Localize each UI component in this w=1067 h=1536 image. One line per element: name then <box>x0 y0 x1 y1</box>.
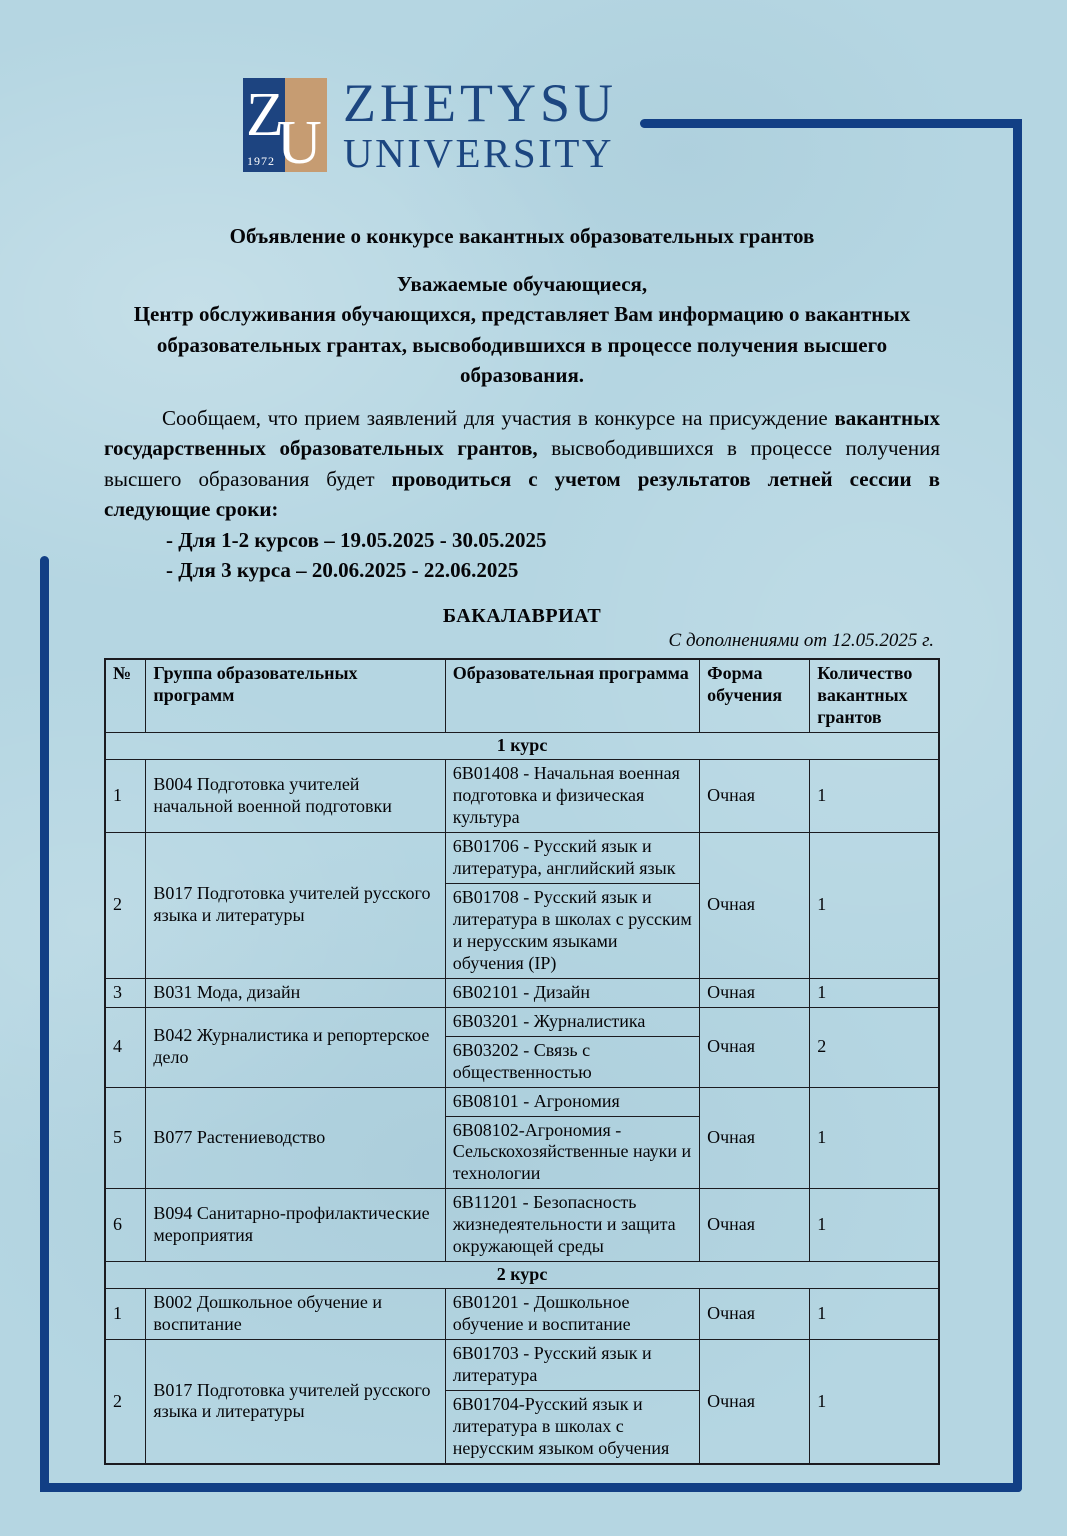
row-number-cell: 4 <box>105 1007 146 1087</box>
page-frame-left-line <box>40 556 49 1492</box>
body-text: высвободившихся в процессе получения высшего образования будет <box>104 436 941 491</box>
grant-count-cell: 2 <box>810 1007 939 1087</box>
program-cell: 6B01703 - Русский язык и литература <box>445 1340 699 1391</box>
row-number-cell: 3 <box>105 978 146 1007</box>
table-row <box>105 1007 939 1036</box>
university-name-line2: UNIVERSITY <box>343 130 614 176</box>
grant-count-cell: 1 <box>810 1340 939 1464</box>
body-text-bold: проводиться с учетом результатов летней сессии в следующие сроки: <box>104 466 940 522</box>
table-header-cell: Группа образовательных программ <box>146 659 445 732</box>
program-group-cell: B017 Подготовка учителей русского языка и литературы <box>146 1340 445 1464</box>
table-header-cell: Образовательная программа <box>445 659 699 732</box>
study-form-cell: Очная <box>700 1087 810 1189</box>
course-section-title: 1 курс <box>105 733 939 760</box>
course-section-row <box>105 733 939 760</box>
course-section-title: 2 курс <box>105 1262 939 1289</box>
university-logo <box>243 78 327 177</box>
program-cell: 6B08101 - Агрономия <box>445 1087 699 1116</box>
grant-count-cell: 1 <box>810 760 939 833</box>
row-number-cell: 2 <box>105 833 146 979</box>
body-paragraph <box>104 403 940 525</box>
grant-count-cell: 1 <box>810 1087 939 1189</box>
intro-paragraph: Центр обслуживания обучающихся, представляет Вам информацию о вакантных образовательных грантах, высвободившихся в процессе получения высшего образования. <box>133 302 911 388</box>
table-row <box>105 833 939 884</box>
grant-count-cell: 1 <box>810 1189 939 1262</box>
table-row <box>105 1189 939 1262</box>
program-group-cell: B094 Санитарно-профилактические мероприятия <box>146 1189 445 1262</box>
program-group-cell: B042 Журналистика и репортерское дело <box>146 1007 445 1087</box>
table-row <box>105 978 939 1007</box>
body-text-bold: вакантных государственных образовательных грантов, <box>104 405 940 461</box>
table-row <box>105 760 939 833</box>
grant-count-cell: 1 <box>810 1289 939 1340</box>
study-form-cell: Очная <box>700 833 810 979</box>
program-cell: 6B03201 - Журналистика <box>445 1007 699 1036</box>
logo-letter-u: U <box>277 109 322 177</box>
program-cell: 6B01706 - Русский язык и литература, английский язык <box>445 833 699 884</box>
grants-table <box>104 658 940 1465</box>
body-text: Сообщаем, что прием заявлений для участия в конкурсе на присуждение <box>162 405 835 430</box>
table-header-cell: Форма обучения <box>700 659 810 732</box>
grant-count-cell: 1 <box>810 833 939 979</box>
program-cell: 6B01708 - Русский язык и литература в школах с русским и нерусским языками обучения (IP) <box>445 883 699 978</box>
program-group-cell: B017 Подготовка учителей русского языка и литературы <box>146 833 445 979</box>
amendment-note: С дополнениями от 12.05.2025 г. <box>668 630 934 652</box>
study-form-cell: Очная <box>700 1189 810 1262</box>
program-cell: 6B08102-Агрономия - Сельскохозяйственные науки и технологии <box>445 1116 699 1189</box>
page-frame-right-line <box>1013 119 1022 1492</box>
study-form-cell: Очная <box>700 978 810 1007</box>
program-cell: 6B11201 - Безопасность жизнедеятельности и защита окружающей среды <box>445 1189 699 1262</box>
row-number-cell: 5 <box>105 1087 146 1189</box>
table-row <box>105 1289 939 1340</box>
row-number-cell: 6 <box>105 1189 146 1262</box>
page-frame-top-line <box>640 119 1022 128</box>
table-row <box>105 1340 939 1391</box>
study-form-cell: Очная <box>700 1007 810 1087</box>
table-header-cell: Количество вакантных грантов <box>810 659 939 732</box>
study-form-cell: Очная <box>700 1289 810 1340</box>
deadline-list <box>104 525 940 586</box>
program-group-cell: B004 Подготовка учителей начальной военной подготовки <box>146 760 445 833</box>
logo-letter-z: Z <box>246 81 284 149</box>
row-number-cell: 2 <box>105 1340 146 1464</box>
table-header-cell: № <box>105 659 146 732</box>
university-name-line1: ZHETYSU <box>343 73 617 133</box>
table-row <box>105 1087 939 1116</box>
program-cell: 6B01704-Русский язык и литература в школах с нерусским языком обучения <box>445 1391 699 1464</box>
grant-count-cell: 1 <box>810 978 939 1007</box>
row-number-cell: 1 <box>105 760 146 833</box>
program-cell: 6B01408 - Начальная военная подготовка и физическая культура <box>445 760 699 833</box>
course-section-row <box>105 1262 939 1289</box>
program-group-cell: B077 Растениеводство <box>146 1087 445 1189</box>
university-name <box>343 73 617 176</box>
bachelor-section-title: БАКАЛАВРИАТ <box>442 605 602 628</box>
study-form-cell: Очная <box>700 760 810 833</box>
page-frame-bottom-line <box>40 1483 1022 1492</box>
program-cell: 6B03202 - Связь с общественностью <box>445 1036 699 1087</box>
logo-year: 1972 <box>247 154 275 168</box>
salutation-text: Уважаемые обучающиеся, <box>396 272 648 296</box>
program-group-cell: B031 Мода, дизайн <box>146 978 445 1007</box>
study-form-cell: Очная <box>700 1340 810 1464</box>
announcement-content <box>104 224 940 1465</box>
row-number-cell: 1 <box>105 1289 146 1340</box>
deadline-line: - Для 3 курса – 20.06.2025 - 22.06.2025 <box>166 557 519 582</box>
deadline-line: - Для 1-2 курсов – 19.05.2025 - 30.05.2025 <box>166 527 547 552</box>
table-header-row <box>105 659 939 732</box>
program-group-cell: B002 Дошкольное обучение и воспитание <box>146 1289 445 1340</box>
program-cell: 6B01201 - Дошкольное обучение и воспитание <box>445 1289 699 1340</box>
program-cell: 6B02101 - Дизайн <box>445 978 699 1007</box>
page-title: Объявление о конкурсе вакантных образовательных грантов <box>229 224 815 248</box>
